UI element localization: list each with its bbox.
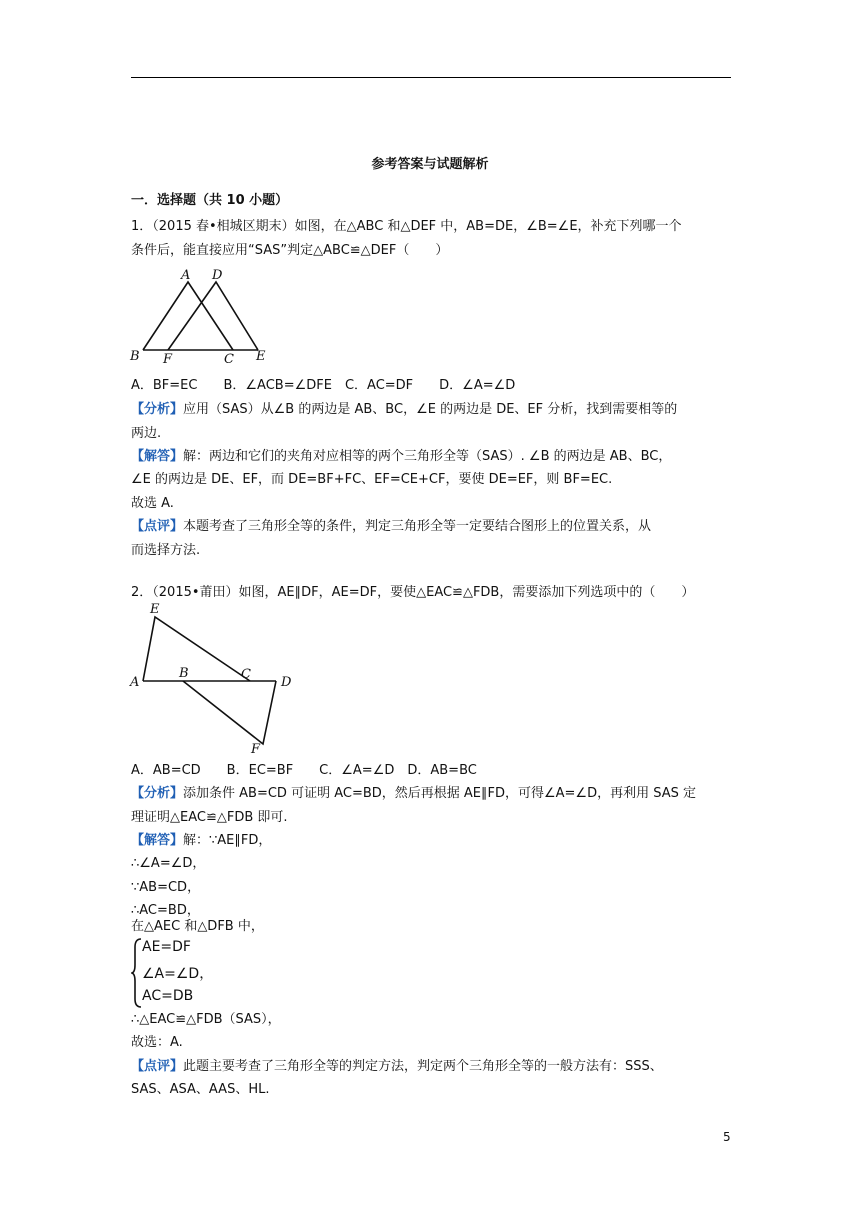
comment-text: 此题主要考查了三角形全等的判定方法，判定两个三角形全等的一般方法有：SSS、	[183, 1059, 663, 1074]
page-title: 参考答案与试题解析	[371, 157, 489, 172]
system-line3: AC=DB	[142, 988, 194, 1004]
analysis-text: 应用（SAS）从∠B 的两边是 AB、BC，∠E 的两边是 DE、EF 分析，找到需要相等的	[183, 402, 678, 417]
q2-comment-line2: SAS、ASA、AAS、HL.	[131, 1082, 270, 1097]
q2-stem-line1: 2．（2015•莆田）如图，AE∥DF，AE=DF，要使△EAC≌△FDB，需要添加下列选项中的（ ）	[131, 585, 695, 600]
label-c: C	[224, 352, 234, 366]
q2-solution-line2: ∴∠A=∠D，	[131, 856, 206, 871]
analysis-tag: 【分析】	[131, 786, 184, 801]
q1-comment-line1	[131, 519, 651, 535]
q2-comment-line1	[131, 1059, 663, 1075]
system-line2: ∠A=∠D，	[142, 966, 214, 982]
q2-solution-line1	[131, 833, 271, 849]
label-f: F	[251, 742, 261, 757]
label-e: E	[150, 602, 160, 617]
comment-text: 本题考查了三角形全等的条件，判定三角形全等一定要结合图形上的位置关系，从	[183, 519, 652, 534]
q2-solution-line5: 在△AEC 和△DFB 中，	[131, 919, 264, 934]
q1-solution-line3: 故选 A.	[131, 496, 174, 511]
header-rule	[131, 77, 731, 78]
system-line1: AE=DF	[142, 939, 191, 955]
label-d: D	[281, 675, 292, 690]
label-a: A	[130, 675, 140, 690]
q2-solution-line4: ∴AC=BD，	[131, 903, 200, 918]
label-b: B	[179, 666, 189, 681]
triangle-eac	[143, 617, 250, 681]
q2-options: A．AB=CD B．EC=BF C．∠A=∠D D．AB=BC	[131, 763, 477, 778]
analysis-text: 添加条件 AB=CD 可证明 AC=BD，然后再根据 AE∥FD，可得∠A=∠D，再利用 SAS 定	[183, 786, 697, 801]
label-b: B	[130, 349, 140, 364]
solution-text: 解：∵AE∥FD，	[183, 833, 272, 848]
comment-tag: 【点评】	[131, 1059, 184, 1074]
triangle-fdb	[183, 681, 276, 744]
q2-solution-line6: ∴△EAC≌△FDB（SAS），	[131, 1012, 281, 1027]
q2-solution-line7: 故选：A.	[131, 1035, 183, 1050]
solution-text: 解：两边和它们的夹角对应相等的两个三角形全等（SAS）. ∠B 的两边是 AB、BC，	[183, 449, 672, 464]
page-number: 5	[723, 1130, 731, 1144]
q1-options: A．BF=EC B．∠ACB=∠DFE C．AC=DF D．∠A=∠D	[131, 378, 516, 393]
q1-solution-line2: ∠E 的两边是 DE、EF，而 DE=BF+FC、EF=CE+CF，要使 DE=EF，则 BF=EC.	[131, 472, 613, 487]
q2-analysis-line1	[131, 786, 696, 802]
solution-tag: 【解答】	[131, 449, 184, 464]
triangle-abc	[143, 282, 233, 350]
solution-tag: 【解答】	[131, 833, 184, 848]
q1-analysis-line1	[131, 402, 677, 418]
analysis-tag: 【分析】	[131, 402, 184, 417]
q2-solution-line3: ∵AB=CD，	[131, 880, 201, 895]
q1-stem-line2: 条件后，能直接应用“SAS”判定△ABC≌△DEF（ ）	[131, 243, 449, 258]
q2-figure	[128, 600, 308, 760]
label-d: D	[212, 268, 223, 283]
label-c: C	[241, 667, 251, 682]
q1-analysis-line2: 两边.	[131, 426, 162, 441]
q1-solution-line1	[131, 449, 671, 465]
label-a: A	[181, 268, 191, 283]
q1-comment-line2: 而选择方法.	[131, 543, 201, 558]
label-f: F	[163, 352, 173, 366]
section-heading: 一．选择题（共 10 小题）	[131, 193, 289, 208]
q1-stem-line1: 1．（2015 春•相城区期末）如图，在△ABC 和△DEF 中，AB=DE，∠B=∠E，补充下列哪一个	[131, 219, 682, 234]
q1-figure	[128, 266, 278, 366]
q2-analysis-line2: 理证明△EAC≌△FDB 即可.	[131, 810, 288, 825]
label-e: E	[256, 349, 266, 364]
comment-tag: 【点评】	[131, 519, 184, 534]
